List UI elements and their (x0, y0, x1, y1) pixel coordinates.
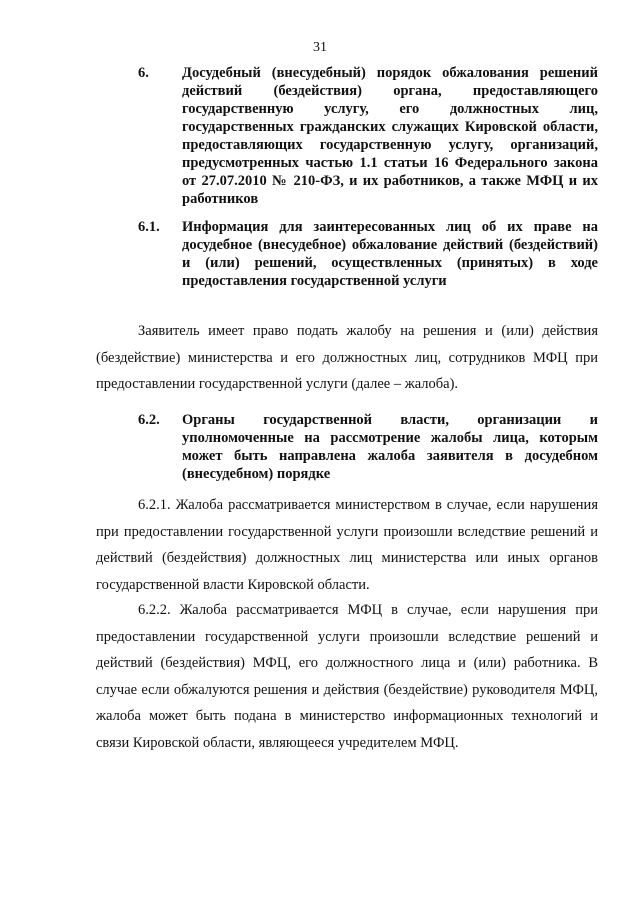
section-number: 6.1. (138, 219, 160, 235)
page-number: 31 (313, 40, 327, 55)
section-6-1-heading (138, 218, 598, 290)
paragraph-6-2-2: 6.2.2. Жалоба рассматривается МФЦ в случае, если нарушения при предоставлении государственной услуги произошли вследствие решений и действий (бездействия) МФЦ, его должностного лица и (или) работника. В случае если обжалуются решения и действия (бездействие) руководителя МФЦ, жалоба может быть подана в министерство информационных технологий и связи Кировской области, являющееся учредителем МФЦ. (96, 602, 598, 751)
paragraph-right-to-appeal: Заявитель имеет право подать жалобу на решения и (или) действия (бездействие) министерства и его должностных лиц, сотрудников МФЦ при предоставлении государственной услуги (далее – жалоба). (96, 323, 598, 392)
section-number: 6.2. (138, 412, 160, 428)
paragraph-6-2-1: 6.2.1. Жалоба рассматривается министерством в случае, если нарушения при предоставлении государственной услуги произошли вследствие решений и действий (бездействия) должностных лиц министерства или иных органов государственной власти Кировской области. (96, 497, 598, 593)
section-number: 6. (138, 65, 149, 81)
section-6-2-heading (138, 411, 598, 483)
section-title: Органы государственной власти, организации и уполномоченные на рассмотрение жалобы лица, которым может быть направлена жалоба заявителя в досудебном (внесудебном) порядке (182, 412, 598, 482)
section-title: Информация для заинтересованных лиц об их праве на досудебное (внесудебное) обжалование действий (бездействий) и (или) решений, осуществленных (принятых) в ходе предоставления государственной услуги (182, 219, 598, 289)
section-6-heading (138, 64, 598, 208)
section-title: Досудебный (внесудебный) порядок обжалования решений действий (бездействия) органа, предоставляющего государственную услугу, его должностных лиц, государственных гражданских служащих Кировской области, предоставляющих государственную услугу, организаций, предусмотренных частью 1.1 статьи 16 Федерального закона от 27.07.2010 № 210-ФЗ, и их работников, а также МФЦ и их работников (182, 65, 598, 207)
